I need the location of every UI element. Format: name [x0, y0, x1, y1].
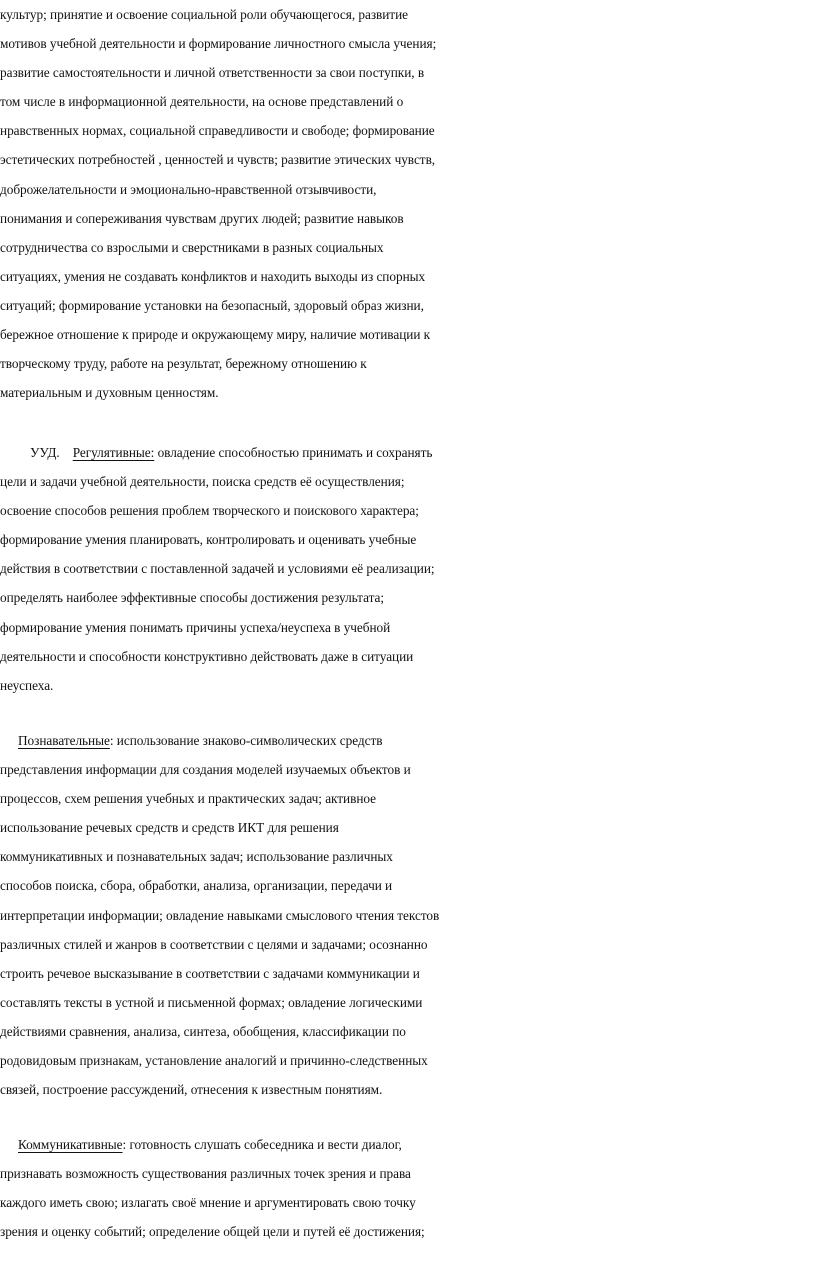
text-line: том числе в информационной деятельности, на основе представлений о	[0, 94, 404, 110]
text-fragment: овладение способностью принимать и сохранять	[157, 445, 433, 460]
text-line: каждого иметь свою; излагать своё мнение и аргументировать свою точку	[0, 1195, 416, 1211]
text-line: зрения и оценку событий; определение общей цели и путей её достижения;	[0, 1224, 425, 1240]
paragraph-first-line	[0, 1130, 816, 1159]
text-line: творческому труду, работе на результат, бережному отношению к	[0, 356, 367, 372]
text-fragment: : использование знаково-символических средств	[109, 733, 383, 748]
text-line: цели и задачи учебной деятельности, поиска средств её осуществления;	[0, 474, 405, 490]
text-line: использование речевых средств и средств ИКТ для решения	[0, 820, 339, 836]
text-line: освоение способов решения проблем творческого и поискового характера;	[0, 503, 419, 519]
text-line: ситуаций; формирование установки на безопасный, здоровый образ жизни,	[0, 297, 424, 313]
text-fragment: : готовность слушать собеседника и вести диалог,	[122, 1137, 402, 1152]
text-line: родовидовым признакам, установление аналогий и причинно-следственных	[0, 1053, 428, 1069]
text-line: понимания и сопереживания чувствам других людей; развитие навыков	[0, 210, 404, 226]
paragraph-cognitive	[0, 726, 816, 1104]
text-line: сотрудничества со взрослыми и сверстниками в разных социальных	[0, 239, 384, 255]
text-line: способов поиска, сбора, обработки, анализа, организации, передачи и	[0, 878, 393, 894]
section-heading-communicative: Коммуникативные	[18, 1137, 123, 1152]
text-line: признавать возможность существования различных точек зрения и права	[0, 1166, 411, 1182]
text-line: развитие самостоятельности и личной ответственности за свои поступки, в	[0, 65, 425, 81]
text-line: культур; принятие и освоение социальной роли обучающегося, развитие	[0, 7, 408, 22]
text-line: доброжелательности и эмоционально-нравственной отзывчивости,	[0, 181, 377, 197]
section-heading-regulatory: Регулятивные:	[72, 445, 155, 460]
text-line: мотивов учебной деятельности и формирование личностного смысла учения;	[0, 36, 437, 52]
text-line: действиями сравнения, анализа, синтеза, обобщения, классификации по	[0, 1023, 406, 1039]
text-line: составлять тексты в устной и письменной формах; овладение логическими	[0, 994, 423, 1010]
paragraph-first-line	[0, 726, 816, 755]
text-line: ситуациях, умения не создавать конфликтов и находить выходы из спорных	[0, 268, 426, 284]
text-line: бережное отношение к природе и окружающему миру, наличие мотивации к	[0, 327, 431, 343]
text-line: эстетических потребностей , ценностей и чувств; развитие этических чувств,	[0, 152, 436, 168]
text-line: действия в соответствии с поставленной задачей и условиями её реализации;	[0, 561, 435, 577]
text-line: связей, построение рассуждений, отнесения к известным понятиям.	[0, 1082, 383, 1098]
text-line: представления информации для создания моделей изучаемых объектов и	[0, 762, 411, 778]
paragraph-personal-results	[0, 0, 816, 407]
text-line: коммуникативных и познавательных задач; использование различных	[0, 849, 393, 865]
text-line: нравственных нормах, социальной справедливости и свободе; формирование	[0, 123, 435, 139]
text-line: материальным и духовным ценностям.	[0, 385, 219, 401]
text-line: формирование умения планировать, контролировать и оценивать учебные	[0, 532, 417, 548]
text-line: процессов, схем решения учебных и практических задач; активное	[0, 791, 377, 807]
text-line: формирование умения понимать причины успеха/неуспеха в учебной	[0, 619, 391, 635]
text-line: определять наиболее эффективные способы достижения результата;	[0, 590, 385, 606]
paragraph-regulatory	[0, 438, 816, 700]
uud-prefix: УУД.	[30, 445, 60, 460]
text-line: различных стилей и жанров в соответствии с целями и задачами; осознанно	[0, 936, 428, 952]
paragraph-first-line	[0, 438, 816, 467]
text-line: строить речевое высказывание в соответствии с задачами коммуникации и	[0, 965, 420, 981]
paragraph-communicative	[0, 1130, 816, 1246]
text-line: неуспеха.	[0, 677, 54, 693]
section-heading-cognitive: Познавательные	[18, 733, 110, 748]
text-line: деятельности и способности конструктивно действовать даже в ситуации	[0, 648, 414, 664]
text-line: интерпретации информации; овладение навыками смыслового чтения текстов	[0, 907, 440, 923]
